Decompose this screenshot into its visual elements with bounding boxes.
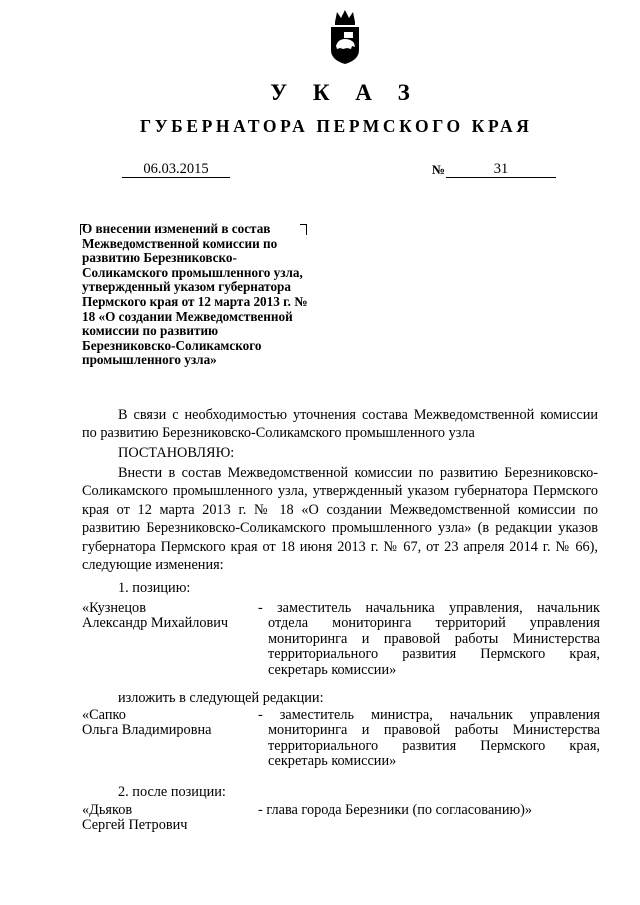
entry-description (258, 708, 600, 770)
decree-title: У К А З (270, 80, 420, 105)
decree-subject: О внесении изменений в состав Межведомственной комиссии по развитию Березниковско-Соликамского промышленного узла, утвержденный указом губернатора Пермского края от 12 марта 2013 г. № 18 «О создании Межведомственной комиссии по развитию Березниковско-Соликамского промышленного узла» (82, 221, 308, 368)
entry-name: «Кузнецов Александр Михайлович (82, 600, 229, 632)
entry-description-text: - заместитель министра, начальник управления мониторинга и правовой работы Министерства территориального развития Пермского края, секретарь комиссии» (258, 707, 600, 770)
amendment-paragraph: Внести в состав Межведомственной комиссии по развитию Березниковско-Соликамского промышленного узла, утвержденный указом губернатора Пермского края от 12 марта 2013 г. № 18 «О создании Межведомственной комиссии по развитию Березниковско-Соликамского промышленного узла» (в редакции указов губернатора Пермского края от 18 июня 2013 г. № 67, от 23 апреля 2014 г. № 66), следующие изменения: (82, 465, 598, 574)
entry-description (258, 601, 600, 678)
item-1-heading: 1. позицию: (118, 580, 191, 596)
new-wording-heading: изложить в следующей редакции: (118, 690, 324, 706)
item-2-heading: 2. после позиции: (118, 784, 226, 800)
decree-subtitle: ГУБЕРНАТОРА ПЕРМСКОГО КРАЯ (140, 116, 533, 136)
resolve-heading: ПОСТАНОВЛЯЮ: (118, 445, 235, 461)
preamble-paragraph: В связи с необходимостью уточнения состава Межведомственной комиссии по развитию Березниковско-Соликамского промышленного узла (82, 407, 598, 442)
decree-number: 31 (446, 161, 556, 178)
entry-description-text: - глава города Березники (по согласованию)» (258, 802, 533, 818)
perm-krai-coat-of-arms-icon (325, 8, 365, 66)
number-label: № (432, 162, 446, 177)
entry-name: «Сапко Ольга Владимировна (82, 707, 212, 739)
entry-description (258, 803, 600, 818)
entry-description-text: - заместитель начальника управления, начальник отдела мониторинга территорий управления мониторинга и правовой работы Министерства территориального развития Пермского края, секретарь комиссии» (258, 600, 600, 678)
entry-name: «Дьяков Сергей Петрович (82, 802, 188, 834)
decree-date: 06.03.2015 (122, 161, 230, 178)
